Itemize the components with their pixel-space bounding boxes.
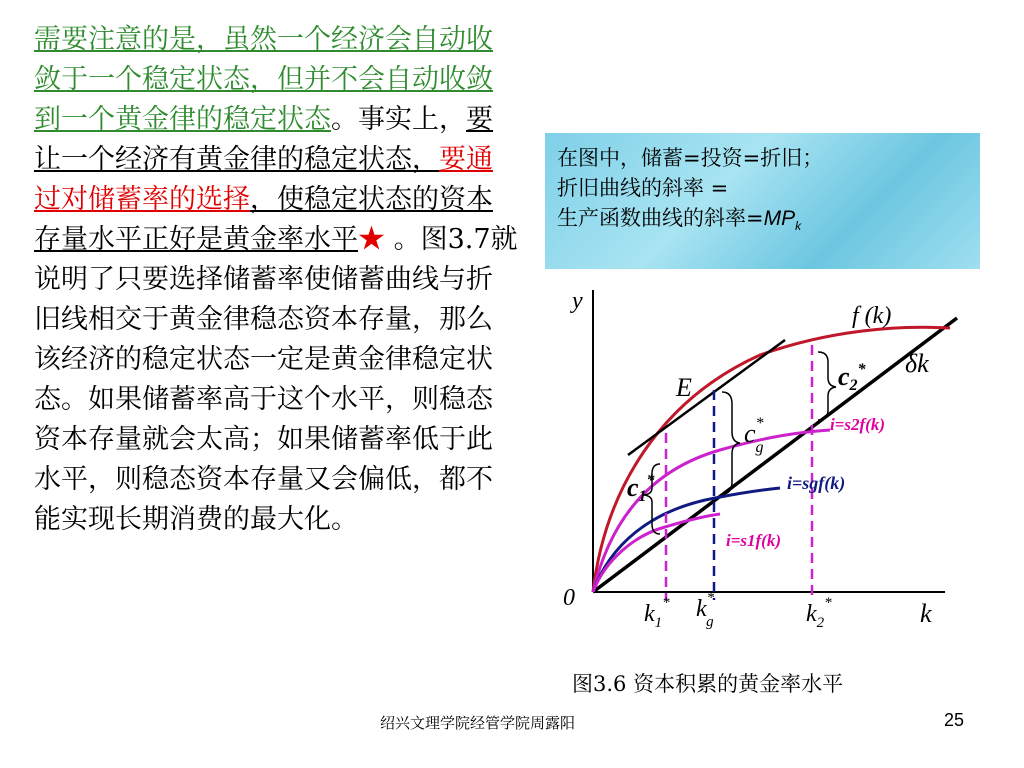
note-mp-sub: k: [795, 219, 802, 234]
figure-caption: 图3.6 资本积累的黄金率水平: [572, 672, 844, 696]
cg-label: c* g: [744, 415, 764, 456]
c2-label: c2*: [838, 361, 866, 394]
para-seg-plain: 。事实上，: [331, 104, 466, 135]
para-seg-underlined: 要让一个经济有黄金律的稳定状态，: [34, 104, 493, 175]
note-mp: MP: [763, 207, 796, 230]
point-E-label: E: [676, 373, 692, 402]
note-line-2: 折旧曲线的斜率 =: [557, 176, 729, 200]
brace-cg: [722, 392, 740, 494]
k2-tick-label: $k_2^*$: [806, 595, 832, 631]
footer-text: 绍兴文理学院经管学院周露阳: [380, 714, 576, 732]
note-line-3-text: 生产函数曲线的斜率=: [557, 206, 764, 230]
y-axis-label: y: [572, 288, 583, 314]
depreciation-line: [593, 318, 957, 592]
sg-curve-label: i=sgf(k): [787, 473, 846, 493]
saving-curve-s1: [593, 514, 720, 592]
tangent-line: [628, 340, 785, 455]
page-number: 25: [944, 710, 965, 730]
production-label: f (k): [852, 303, 892, 329]
s1-curve-label: i=s1f(k): [726, 531, 782, 550]
s2-curve-label: i=s2f(k): [830, 415, 886, 434]
para-seg-green: 需要注意的是，虽然一个经济会自动收敛于一个稳定状态，但并不会自动收敛到一个黄金律的稳定状态: [34, 24, 493, 135]
kg-tick-label: k* g: [696, 590, 715, 630]
star-icon: ★: [358, 224, 385, 255]
x-axis-label: k: [920, 599, 932, 628]
para-seg-rest: 。图3.7就说明了只要选择储蓄率使储蓄曲线与折旧线相交于黄金律稳态资本存量，那么该经济的稳定状态一定是黄金律稳定状态。如果储蓄率高于这个水平，则稳态资本存量就会太高；如果储蓄率低于此水平，则稳态资本存量又会偏低，都不能实现长期消费的最大化。: [34, 224, 518, 535]
c1-label: c1*: [627, 472, 655, 505]
depreciation-label: δk: [905, 349, 929, 378]
origin-label: 0: [563, 585, 575, 611]
para-seg-underlined-2: ，使稳定状态的资本存量水平正好是黄金率水平: [34, 184, 493, 255]
k1-tick-label: $k_1^*$: [644, 595, 670, 631]
para-seg-red: 要通过对储蓄率的选择: [34, 144, 493, 215]
note-line-1: 在图中，储蓄=投资=折旧；: [557, 146, 824, 170]
